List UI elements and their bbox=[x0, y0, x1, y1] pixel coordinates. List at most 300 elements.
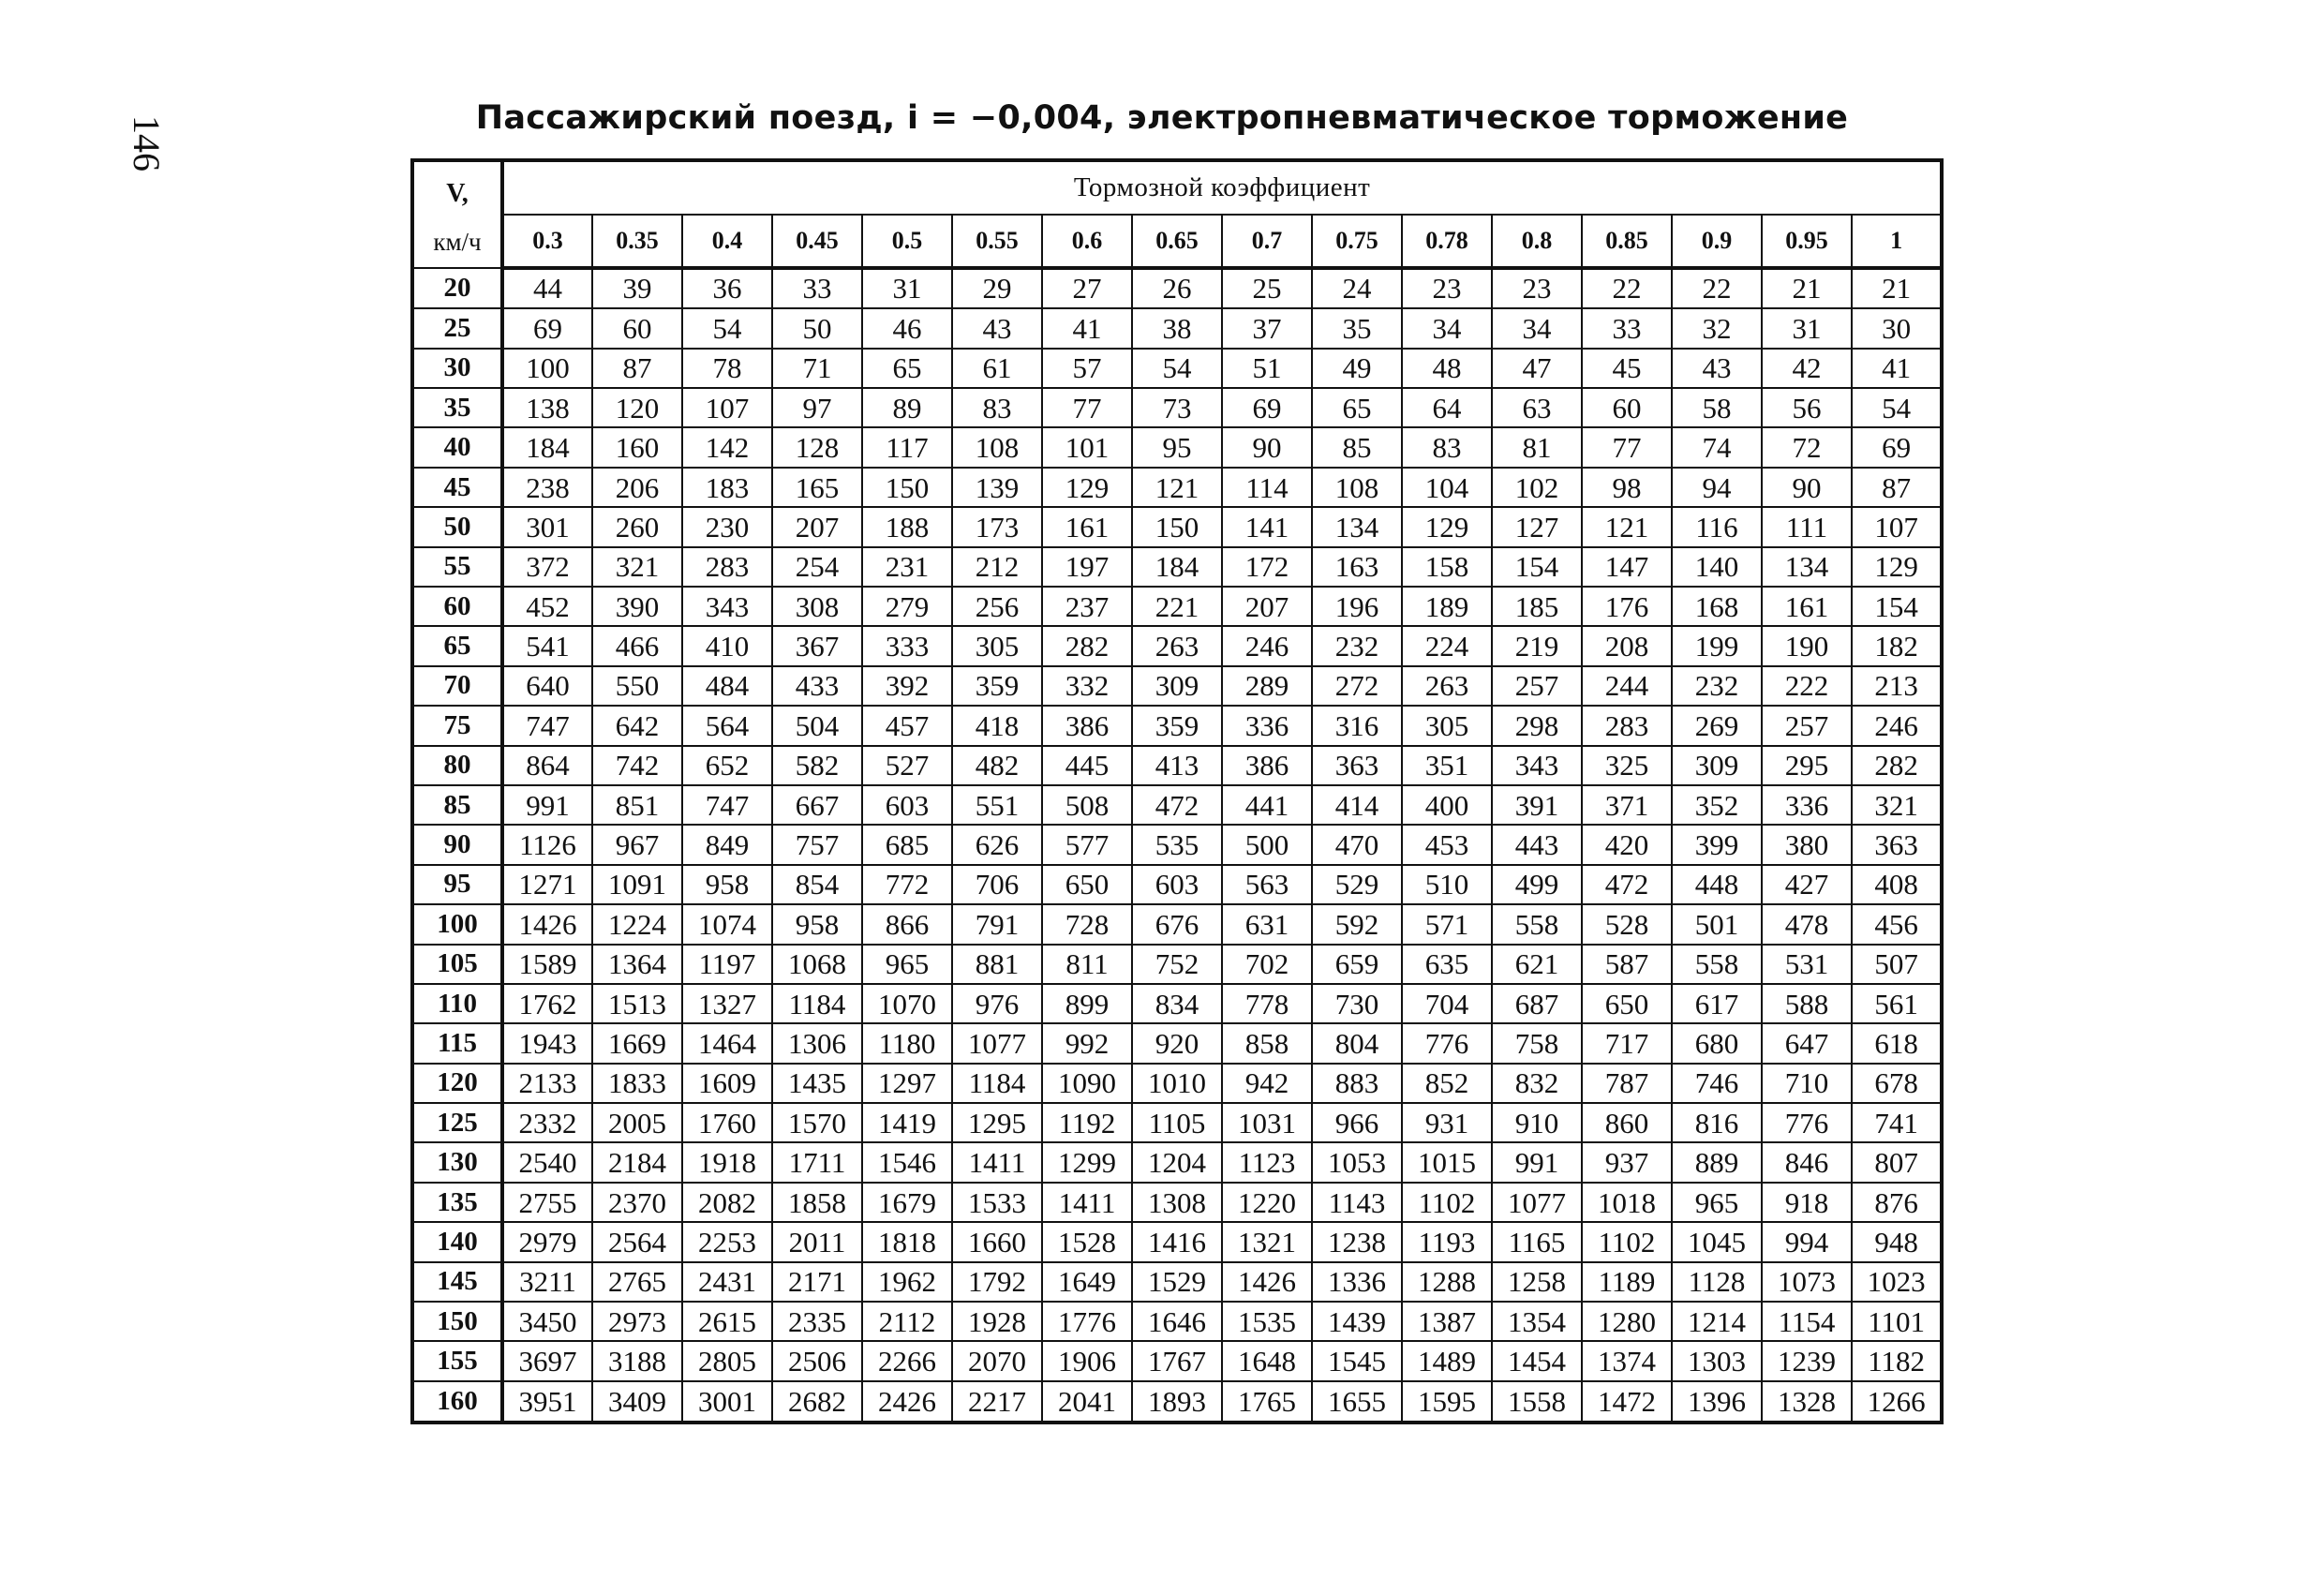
value-cell: 1077 bbox=[952, 1023, 1042, 1063]
table-row bbox=[412, 468, 1942, 507]
value-cell: 22 bbox=[1672, 268, 1762, 309]
value-cell: 165 bbox=[772, 468, 862, 507]
value-cell: 207 bbox=[772, 507, 862, 546]
value-cell: 325 bbox=[1582, 746, 1672, 785]
value-cell: 298 bbox=[1492, 706, 1582, 745]
value-cell: 1068 bbox=[772, 945, 862, 984]
value-cell: 484 bbox=[682, 666, 772, 706]
value-cell: 1818 bbox=[862, 1222, 952, 1261]
value-cell: 90 bbox=[1222, 427, 1312, 467]
coefficient-header: 0.6 bbox=[1042, 215, 1132, 267]
value-cell: 104 bbox=[1402, 468, 1492, 507]
value-cell: 94 bbox=[1672, 468, 1762, 507]
value-cell: 1220 bbox=[1222, 1183, 1312, 1222]
value-cell: 650 bbox=[1042, 865, 1132, 904]
value-cell: 87 bbox=[1852, 468, 1942, 507]
table-row bbox=[412, 1341, 1942, 1380]
value-cell: 257 bbox=[1762, 706, 1852, 745]
value-cell: 1928 bbox=[952, 1302, 1042, 1341]
speed-cell: 110 bbox=[412, 984, 502, 1023]
value-cell: 413 bbox=[1132, 746, 1222, 785]
value-cell: 1204 bbox=[1132, 1142, 1222, 1182]
value-cell: 1154 bbox=[1762, 1302, 1852, 1341]
value-cell: 1045 bbox=[1672, 1222, 1762, 1261]
value-cell: 139 bbox=[952, 468, 1042, 507]
value-cell: 791 bbox=[952, 904, 1042, 944]
value-cell: 134 bbox=[1312, 507, 1402, 546]
value-cell: 742 bbox=[592, 746, 682, 785]
table-row bbox=[412, 507, 1942, 546]
value-cell: 1411 bbox=[1042, 1183, 1132, 1222]
value-cell: 380 bbox=[1762, 825, 1852, 864]
value-cell: 308 bbox=[772, 587, 862, 626]
value-cell: 3001 bbox=[682, 1381, 772, 1423]
table-row bbox=[412, 427, 1942, 467]
value-cell: 948 bbox=[1852, 1222, 1942, 1261]
value-cell: 652 bbox=[682, 746, 772, 785]
value-cell: 173 bbox=[952, 507, 1042, 546]
speed-cell: 65 bbox=[412, 626, 502, 665]
value-cell: 60 bbox=[1582, 388, 1672, 427]
value-cell: 1776 bbox=[1042, 1302, 1132, 1341]
speed-cell: 155 bbox=[412, 1341, 502, 1380]
table-row bbox=[412, 666, 1942, 706]
value-cell: 706 bbox=[952, 865, 1042, 904]
value-cell: 563 bbox=[1222, 865, 1312, 904]
coefficient-header: 0.8 bbox=[1492, 215, 1582, 267]
value-cell: 392 bbox=[862, 666, 952, 706]
value-cell: 408 bbox=[1852, 865, 1942, 904]
value-cell: 991 bbox=[502, 785, 592, 825]
value-cell: 150 bbox=[862, 468, 952, 507]
value-cell: 282 bbox=[1042, 626, 1132, 665]
value-cell: 1426 bbox=[502, 904, 592, 944]
value-cell: 31 bbox=[862, 268, 952, 309]
value-cell: 391 bbox=[1492, 785, 1582, 825]
page-number: 146 bbox=[126, 115, 169, 171]
value-cell: 1073 bbox=[1762, 1262, 1852, 1302]
value-cell: 1165 bbox=[1492, 1222, 1582, 1261]
table-row bbox=[412, 865, 1942, 904]
value-cell: 182 bbox=[1852, 626, 1942, 665]
value-cell: 1558 bbox=[1492, 1381, 1582, 1423]
speed-cell: 30 bbox=[412, 349, 502, 388]
value-cell: 1053 bbox=[1312, 1142, 1402, 1182]
value-cell: 352 bbox=[1672, 785, 1762, 825]
value-cell: 2171 bbox=[772, 1262, 862, 1302]
value-cell: 351 bbox=[1402, 746, 1492, 785]
value-cell: 1101 bbox=[1852, 1302, 1942, 1341]
value-cell: 95 bbox=[1132, 427, 1222, 467]
speed-cell: 120 bbox=[412, 1064, 502, 1103]
value-cell: 263 bbox=[1402, 666, 1492, 706]
value-cell: 1660 bbox=[952, 1222, 1042, 1261]
value-cell: 618 bbox=[1852, 1023, 1942, 1063]
value-cell: 427 bbox=[1762, 865, 1852, 904]
value-cell: 83 bbox=[1402, 427, 1492, 467]
value-cell: 26 bbox=[1132, 268, 1222, 309]
value-cell: 667 bbox=[772, 785, 862, 825]
value-cell: 1529 bbox=[1132, 1262, 1222, 1302]
value-cell: 1306 bbox=[772, 1023, 862, 1063]
value-cell: 399 bbox=[1672, 825, 1762, 864]
value-cell: 564 bbox=[682, 706, 772, 745]
value-cell: 102 bbox=[1492, 468, 1582, 507]
value-cell: 1128 bbox=[1672, 1262, 1762, 1302]
value-cell: 592 bbox=[1312, 904, 1402, 944]
value-cell: 21 bbox=[1852, 268, 1942, 309]
value-cell: 221 bbox=[1132, 587, 1222, 626]
value-cell: 1239 bbox=[1762, 1341, 1852, 1380]
speed-cell: 35 bbox=[412, 388, 502, 427]
value-cell: 46 bbox=[862, 308, 952, 348]
value-cell: 33 bbox=[772, 268, 862, 309]
value-cell: 1280 bbox=[1582, 1302, 1672, 1341]
value-cell: 87 bbox=[592, 349, 682, 388]
value-cell: 1533 bbox=[952, 1183, 1042, 1222]
value-cell: 2615 bbox=[682, 1302, 772, 1341]
value-cell: 254 bbox=[772, 547, 862, 587]
value-cell: 2426 bbox=[862, 1381, 952, 1423]
value-cell: 222 bbox=[1762, 666, 1852, 706]
value-cell: 45 bbox=[1582, 349, 1672, 388]
value-cell: 129 bbox=[1042, 468, 1132, 507]
value-cell: 1893 bbox=[1132, 1381, 1222, 1423]
value-cell: 758 bbox=[1492, 1023, 1582, 1063]
value-cell: 98 bbox=[1582, 468, 1672, 507]
value-cell: 43 bbox=[1672, 349, 1762, 388]
value-cell: 176 bbox=[1582, 587, 1672, 626]
value-cell: 685 bbox=[862, 825, 952, 864]
value-cell: 1435 bbox=[772, 1064, 862, 1103]
value-cell: 528 bbox=[1582, 904, 1672, 944]
coefficient-header: 0.4 bbox=[682, 215, 772, 267]
value-cell: 626 bbox=[952, 825, 1042, 864]
value-cell: 160 bbox=[592, 427, 682, 467]
value-cell: 1018 bbox=[1582, 1183, 1672, 1222]
value-cell: 49 bbox=[1312, 349, 1402, 388]
value-cell: 185 bbox=[1492, 587, 1582, 626]
table-row bbox=[412, 268, 1942, 309]
value-cell: 1192 bbox=[1042, 1103, 1132, 1142]
value-cell: 478 bbox=[1762, 904, 1852, 944]
value-cell: 1760 bbox=[682, 1103, 772, 1142]
value-cell: 741 bbox=[1852, 1103, 1942, 1142]
value-cell: 747 bbox=[502, 706, 592, 745]
value-cell: 1513 bbox=[592, 984, 682, 1023]
value-cell: 849 bbox=[682, 825, 772, 864]
value-cell: 212 bbox=[952, 547, 1042, 587]
value-cell: 881 bbox=[952, 945, 1042, 984]
value-cell: 244 bbox=[1582, 666, 1672, 706]
value-cell: 1336 bbox=[1312, 1262, 1402, 1302]
value-cell: 1528 bbox=[1042, 1222, 1132, 1261]
value-cell: 108 bbox=[952, 427, 1042, 467]
value-cell: 1015 bbox=[1402, 1142, 1492, 1182]
value-cell: 1299 bbox=[1042, 1142, 1132, 1182]
value-cell: 1184 bbox=[772, 984, 862, 1023]
value-cell: 558 bbox=[1672, 945, 1762, 984]
value-cell: 305 bbox=[1402, 706, 1492, 745]
value-cell: 816 bbox=[1672, 1103, 1762, 1142]
value-cell: 1439 bbox=[1312, 1302, 1402, 1341]
value-cell: 710 bbox=[1762, 1064, 1852, 1103]
value-cell: 588 bbox=[1762, 984, 1852, 1023]
value-cell: 1074 bbox=[682, 904, 772, 944]
speed-cell: 85 bbox=[412, 785, 502, 825]
value-cell: 1416 bbox=[1132, 1222, 1222, 1261]
value-cell: 188 bbox=[862, 507, 952, 546]
value-cell: 343 bbox=[1492, 746, 1582, 785]
value-cell: 918 bbox=[1762, 1183, 1852, 1222]
value-cell: 30 bbox=[1852, 308, 1942, 348]
value-cell: 1833 bbox=[592, 1064, 682, 1103]
value-cell: 71 bbox=[772, 349, 862, 388]
value-cell: 73 bbox=[1132, 388, 1222, 427]
value-cell: 1454 bbox=[1492, 1341, 1582, 1380]
table-header bbox=[412, 160, 1942, 268]
value-cell: 231 bbox=[862, 547, 952, 587]
value-cell: 367 bbox=[772, 626, 862, 665]
speed-cell: 125 bbox=[412, 1103, 502, 1142]
speed-column-header bbox=[412, 160, 502, 268]
value-cell: 301 bbox=[502, 507, 592, 546]
value-cell: 757 bbox=[772, 825, 862, 864]
value-cell: 499 bbox=[1492, 865, 1582, 904]
table-row bbox=[412, 547, 1942, 587]
value-cell: 1545 bbox=[1312, 1341, 1402, 1380]
value-cell: 1546 bbox=[862, 1142, 952, 1182]
value-cell: 69 bbox=[1222, 388, 1312, 427]
value-cell: 1258 bbox=[1492, 1262, 1582, 1302]
value-cell: 860 bbox=[1582, 1103, 1672, 1142]
value-cell: 336 bbox=[1222, 706, 1312, 745]
value-cell: 44 bbox=[502, 268, 592, 309]
value-cell: 134 bbox=[1762, 547, 1852, 587]
value-cell: 531 bbox=[1762, 945, 1852, 984]
value-cell: 1105 bbox=[1132, 1103, 1222, 1142]
value-cell: 687 bbox=[1492, 984, 1582, 1023]
value-cell: 889 bbox=[1672, 1142, 1762, 1182]
value-cell: 899 bbox=[1042, 984, 1132, 1023]
table-row bbox=[412, 308, 1942, 348]
value-cell: 851 bbox=[592, 785, 682, 825]
value-cell: 1918 bbox=[682, 1142, 772, 1182]
value-cell: 640 bbox=[502, 666, 592, 706]
value-cell: 116 bbox=[1672, 507, 1762, 546]
page-title: Пассажирский поезд, i = −0,004, электропневматическое торможение bbox=[475, 99, 1849, 137]
value-cell: 1143 bbox=[1312, 1183, 1402, 1222]
value-cell: 1077 bbox=[1492, 1183, 1582, 1222]
value-cell: 603 bbox=[1132, 865, 1222, 904]
value-cell: 2332 bbox=[502, 1103, 592, 1142]
value-cell: 457 bbox=[862, 706, 952, 745]
speed-cell: 20 bbox=[412, 268, 502, 309]
value-cell: 1943 bbox=[502, 1023, 592, 1063]
value-cell: 208 bbox=[1582, 626, 1672, 665]
value-cell: 680 bbox=[1672, 1023, 1762, 1063]
value-cell: 804 bbox=[1312, 1023, 1402, 1063]
value-cell: 282 bbox=[1852, 746, 1942, 785]
value-cell: 39 bbox=[592, 268, 682, 309]
value-cell: 279 bbox=[862, 587, 952, 626]
value-cell: 343 bbox=[682, 587, 772, 626]
value-cell: 1354 bbox=[1492, 1302, 1582, 1341]
value-cell: 1906 bbox=[1042, 1341, 1132, 1380]
value-cell: 154 bbox=[1492, 547, 1582, 587]
value-cell: 931 bbox=[1402, 1103, 1492, 1142]
value-cell: 23 bbox=[1492, 268, 1582, 309]
value-cell: 199 bbox=[1672, 626, 1762, 665]
value-cell: 1419 bbox=[862, 1103, 952, 1142]
value-cell: 138 bbox=[502, 388, 592, 427]
value-cell: 29 bbox=[952, 268, 1042, 309]
value-cell: 1214 bbox=[1672, 1302, 1762, 1341]
value-cell: 77 bbox=[1042, 388, 1132, 427]
value-cell: 1570 bbox=[772, 1103, 862, 1142]
value-cell: 1182 bbox=[1852, 1341, 1942, 1380]
value-cell: 25 bbox=[1222, 268, 1312, 309]
value-cell: 834 bbox=[1132, 984, 1222, 1023]
value-cell: 128 bbox=[772, 427, 862, 467]
value-cell: 965 bbox=[1672, 1183, 1762, 1222]
value-cell: 510 bbox=[1402, 865, 1492, 904]
speed-cell: 160 bbox=[412, 1381, 502, 1423]
table-row bbox=[412, 388, 1942, 427]
coefficient-header: 0.78 bbox=[1402, 215, 1492, 267]
value-cell: 527 bbox=[862, 746, 952, 785]
value-cell: 942 bbox=[1222, 1064, 1312, 1103]
value-cell: 728 bbox=[1042, 904, 1132, 944]
value-cell: 1374 bbox=[1582, 1341, 1672, 1380]
value-cell: 189 bbox=[1402, 587, 1492, 626]
value-cell: 1962 bbox=[862, 1262, 952, 1302]
value-cell: 414 bbox=[1312, 785, 1402, 825]
value-cell: 34 bbox=[1402, 308, 1492, 348]
value-cell: 78 bbox=[682, 349, 772, 388]
value-cell: 48 bbox=[1402, 349, 1492, 388]
value-cell: 866 bbox=[862, 904, 952, 944]
value-cell: 1295 bbox=[952, 1103, 1042, 1142]
value-cell: 1123 bbox=[1222, 1142, 1312, 1182]
value-cell: 965 bbox=[862, 945, 952, 984]
table-row bbox=[412, 984, 1942, 1023]
value-cell: 2112 bbox=[862, 1302, 952, 1341]
value-cell: 230 bbox=[682, 507, 772, 546]
speed-cell: 105 bbox=[412, 945, 502, 984]
value-cell: 120 bbox=[592, 388, 682, 427]
value-cell: 147 bbox=[1582, 547, 1672, 587]
value-cell: 97 bbox=[772, 388, 862, 427]
value-cell: 482 bbox=[952, 746, 1042, 785]
value-cell: 150 bbox=[1132, 507, 1222, 546]
speed-cell: 55 bbox=[412, 547, 502, 587]
speed-cell: 130 bbox=[412, 1142, 502, 1182]
value-cell: 31 bbox=[1762, 308, 1852, 348]
value-cell: 910 bbox=[1492, 1103, 1582, 1142]
value-cell: 121 bbox=[1132, 468, 1222, 507]
value-cell: 3409 bbox=[592, 1381, 682, 1423]
value-cell: 63 bbox=[1492, 388, 1582, 427]
value-cell: 69 bbox=[1852, 427, 1942, 467]
value-cell: 702 bbox=[1222, 945, 1312, 984]
value-cell: 172 bbox=[1222, 547, 1312, 587]
value-cell: 1858 bbox=[772, 1183, 862, 1222]
value-cell: 2082 bbox=[682, 1183, 772, 1222]
value-cell: 41 bbox=[1042, 308, 1132, 348]
value-cell: 1387 bbox=[1402, 1302, 1492, 1341]
value-cell: 958 bbox=[772, 904, 862, 944]
value-cell: 2973 bbox=[592, 1302, 682, 1341]
value-cell: 456 bbox=[1852, 904, 1942, 944]
value-cell: 1646 bbox=[1132, 1302, 1222, 1341]
value-cell: 2184 bbox=[592, 1142, 682, 1182]
speed-cell: 90 bbox=[412, 825, 502, 864]
value-cell: 443 bbox=[1492, 825, 1582, 864]
value-cell: 2755 bbox=[502, 1183, 592, 1222]
value-cell: 2765 bbox=[592, 1262, 682, 1302]
value-cell: 1102 bbox=[1582, 1222, 1672, 1261]
value-cell: 50 bbox=[772, 308, 862, 348]
speed-cell: 60 bbox=[412, 587, 502, 626]
value-cell: 57 bbox=[1042, 349, 1132, 388]
value-cell: 1589 bbox=[502, 945, 592, 984]
value-cell: 36 bbox=[682, 268, 772, 309]
value-cell: 1762 bbox=[502, 984, 592, 1023]
value-cell: 129 bbox=[1402, 507, 1492, 546]
table-row bbox=[412, 1262, 1942, 1302]
speed-cell: 100 bbox=[412, 904, 502, 944]
value-cell: 117 bbox=[862, 427, 952, 467]
value-cell: 269 bbox=[1672, 706, 1762, 745]
value-cell: 883 bbox=[1312, 1064, 1402, 1103]
value-cell: 168 bbox=[1672, 587, 1762, 626]
value-cell: 1070 bbox=[862, 984, 952, 1023]
value-cell: 100 bbox=[502, 349, 592, 388]
value-cell: 89 bbox=[862, 388, 952, 427]
value-cell: 332 bbox=[1042, 666, 1132, 706]
value-cell: 3697 bbox=[502, 1341, 592, 1380]
value-cell: 289 bbox=[1222, 666, 1312, 706]
value-cell: 535 bbox=[1132, 825, 1222, 864]
table-row bbox=[412, 1064, 1942, 1103]
table-row bbox=[412, 626, 1942, 665]
value-cell: 967 bbox=[592, 825, 682, 864]
value-cell: 224 bbox=[1402, 626, 1492, 665]
value-cell: 958 bbox=[682, 865, 772, 904]
value-cell: 529 bbox=[1312, 865, 1402, 904]
coefficient-header: 0.7 bbox=[1222, 215, 1312, 267]
value-cell: 65 bbox=[862, 349, 952, 388]
value-cell: 1303 bbox=[1672, 1341, 1762, 1380]
value-cell: 38 bbox=[1132, 308, 1222, 348]
value-cell: 508 bbox=[1042, 785, 1132, 825]
value-cell: 2979 bbox=[502, 1222, 592, 1261]
value-cell: 472 bbox=[1582, 865, 1672, 904]
value-cell: 501 bbox=[1672, 904, 1762, 944]
speed-cell: 150 bbox=[412, 1302, 502, 1341]
value-cell: 321 bbox=[1852, 785, 1942, 825]
value-cell: 1595 bbox=[1402, 1381, 1492, 1423]
value-cell: 846 bbox=[1762, 1142, 1852, 1182]
value-cell: 65 bbox=[1312, 388, 1402, 427]
value-cell: 778 bbox=[1222, 984, 1312, 1023]
coefficient-header: 0.5 bbox=[862, 215, 952, 267]
value-cell: 650 bbox=[1582, 984, 1672, 1023]
value-cell: 420 bbox=[1582, 825, 1672, 864]
value-cell: 263 bbox=[1132, 626, 1222, 665]
speed-cell: 75 bbox=[412, 706, 502, 745]
